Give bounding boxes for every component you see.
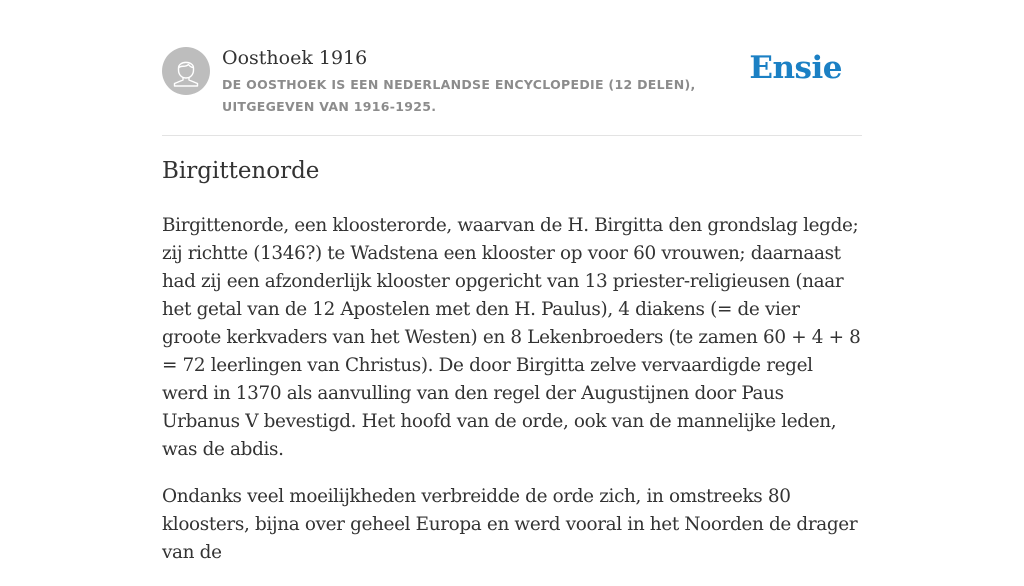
source-title[interactable]: Oosthoek 1916 [222,47,368,69]
source-description: DE OOSTHOEK IS EEN NEDERLANDSE ENCYCLOPEDIE (12 DELEN), UITGEGEVEN VAN 1916-1925. [222,77,696,114]
article-body [162,212,862,586]
header-divider [162,135,862,136]
source-avatar[interactable] [162,47,210,95]
article-paragraph: Ondanks veel moeilijkheden verbreidde de orde zich, in omstreeks 80 kloosters, bijna over geheel Europa en werd vooral in het Noorden de drager van de [162,486,858,563]
user-icon [162,47,210,95]
ensie-logo[interactable]: Ensie [749,50,842,86]
article-title: Birgittenorde [162,158,320,184]
article-paragraph: Birgittenorde, een kloosterorde, waarvan de H. Birgitta den grondslag legde; zij richtte (1346?) te Wadstena een klooster op voor 60 vrouwen; daarnaast had zij een afzonderlijk klooster opgericht van 13 priester-religieusen (naar het getal van de 12 Apostelen met den H. Paulus), 4 diakens (= de vier groote kerkvaders van het Westen) en 8 Lekenbroeders (te zamen 60 + 4 + 8 = 72 leerlingen van Christus). De door Birgitta zelve vervaardigde regel werd in 1370 als aanvulling van den regel der Augustijnen door Paus Urbanus V bevestigd. Het hoofd van de orde, ook van de mannelijke leden, was de abdis. [162,215,861,460]
source-header [162,46,862,136]
